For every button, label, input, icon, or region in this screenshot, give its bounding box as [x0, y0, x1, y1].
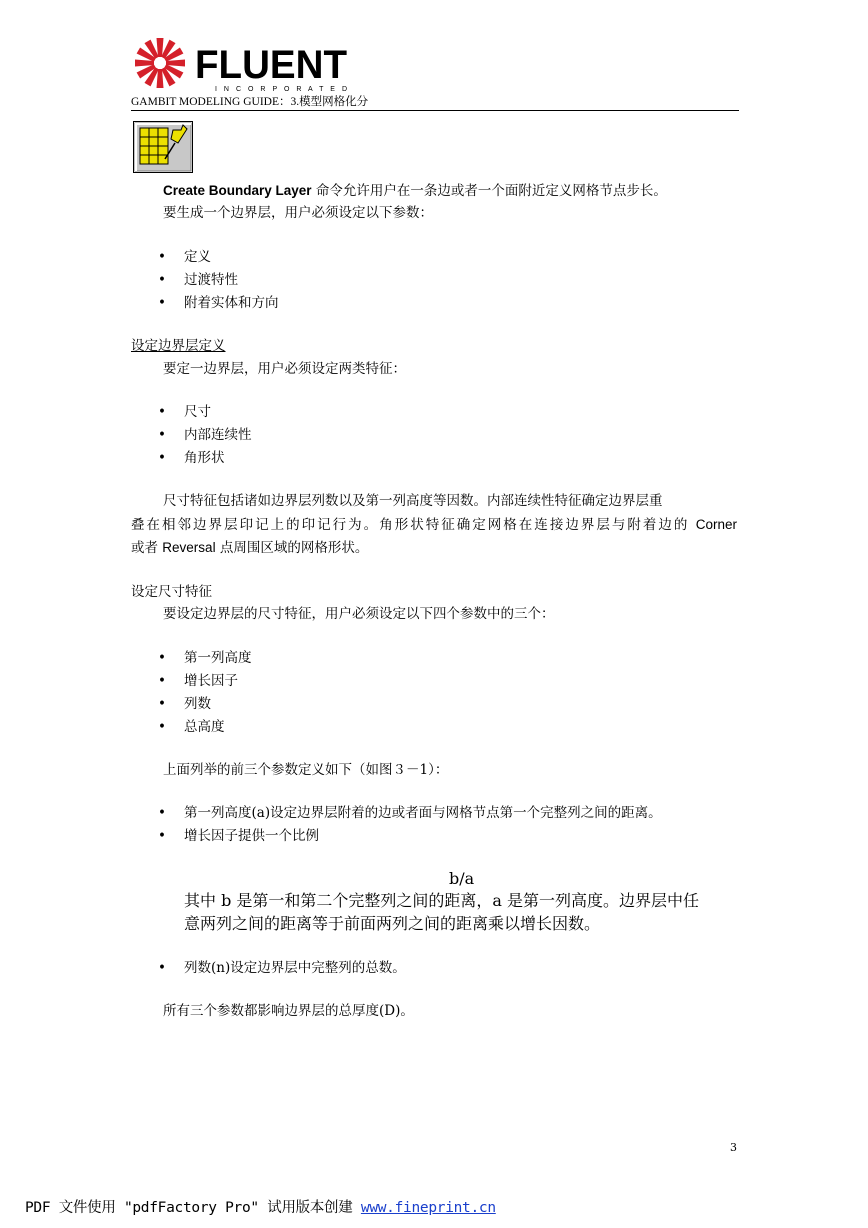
bullet-marker: •: [158, 249, 166, 265]
intro-line-1: [163, 181, 667, 201]
bullet-marker: •: [158, 719, 166, 735]
intro-line-1-text: 命令允许用户在一条边或者一个面附近定义网格节点步长。: [311, 183, 667, 199]
section-heading: 设定尺寸特征: [131, 584, 212, 600]
term-corner: Corner: [695, 517, 738, 532]
explanation-line: 其中 b 是第一和第二个完整列之间的距离，a 是第一列高度。边界层中任: [184, 891, 700, 910]
footer-text: PDF 文件使用 "pdfFactory Pro" 试用版本创建: [25, 1200, 361, 1216]
definitions-intro: 上面列举的前三个参数定义如下（如图３－1）：: [163, 762, 449, 778]
pdf-footer: [25, 1196, 496, 1217]
bullet-marker: •: [158, 650, 166, 666]
definition-item: 第一列高度(a)设定边界层附着的边或者面与网格节点第一个完整列之间的距离。: [184, 805, 662, 821]
fluent-logo: [133, 36, 353, 92]
section-heading: 设定边界层定义: [131, 338, 226, 354]
running-header: GAMBIT MODELING GUIDE：3.模型网格化分: [131, 96, 369, 108]
list-item: 第一列高度: [184, 650, 252, 666]
list-item: 尺寸: [184, 404, 211, 420]
paragraph-line: [131, 538, 368, 558]
list-item: 增长因子: [184, 673, 238, 689]
list-item: 过渡特性: [184, 272, 238, 288]
ratio-formula: b/a: [449, 869, 475, 888]
bullet-marker: •: [158, 960, 166, 976]
create-boundary-layer-icon: [133, 121, 193, 173]
closing-paragraph: 所有三个参数都影响边界层的总厚度(D)。: [163, 1003, 414, 1019]
bullet-marker: •: [158, 427, 166, 443]
bullet-marker: •: [158, 295, 166, 311]
list-item: 定义: [184, 249, 211, 265]
paragraph-text: 或者: [131, 540, 158, 556]
list-item: 附着实体和方向: [184, 295, 279, 311]
bullet-marker: •: [158, 828, 166, 844]
logo-subtitle: I N C O R P O R A T E D: [215, 86, 347, 92]
bullet-marker: •: [158, 805, 166, 821]
command-name: Create Boundary Layer: [163, 183, 312, 198]
definition-item: 列数(n)设定边界层中完整列的总数。: [184, 960, 406, 976]
paragraph-text: 叠在相邻边界层印记上的印记行为。角形状特征确定网格在连接边界层与附着边的: [131, 517, 690, 533]
paragraph-line: 尺寸特征包括诸如边界层列数以及第一列高度等因数。内部连续性特征确定边界层重: [163, 493, 663, 509]
header-divider: [131, 110, 739, 111]
bullet-marker: •: [158, 696, 166, 712]
list-item: 角形状: [184, 450, 225, 466]
term-reversal: Reversal: [162, 540, 216, 555]
bullet-marker: •: [158, 450, 166, 466]
list-item: 内部连续性: [184, 427, 252, 443]
bullet-marker: •: [158, 272, 166, 288]
definition-item: 增长因子提供一个比例: [184, 828, 319, 844]
section-intro: 要定一边界层，用户必须设定两类特征：: [163, 361, 406, 377]
list-item: 总高度: [184, 719, 225, 735]
list-item: 列数: [184, 696, 211, 712]
fluent-starburst-icon: [133, 36, 353, 92]
page-number: 3: [730, 1141, 737, 1154]
bullet-marker: •: [158, 404, 166, 420]
bullet-marker: •: [158, 673, 166, 689]
intro-line-2: 要生成一个边界层，用户必须设定以下参数：: [163, 205, 433, 221]
explanation-line: 意两列之间的距离等于前面两列之间的距离乘以增长因数。: [184, 914, 601, 933]
footer-link[interactable]: www.fineprint.cn: [360, 1200, 496, 1216]
section-intro: 要设定边界层的尺寸特征，用户必须设定以下四个参数中的三个：: [163, 606, 555, 622]
paragraph-line: [131, 515, 737, 535]
logo-wordmark: FLUENT: [195, 43, 347, 87]
paragraph-text: 点周围区域的网格形状。: [219, 540, 369, 556]
